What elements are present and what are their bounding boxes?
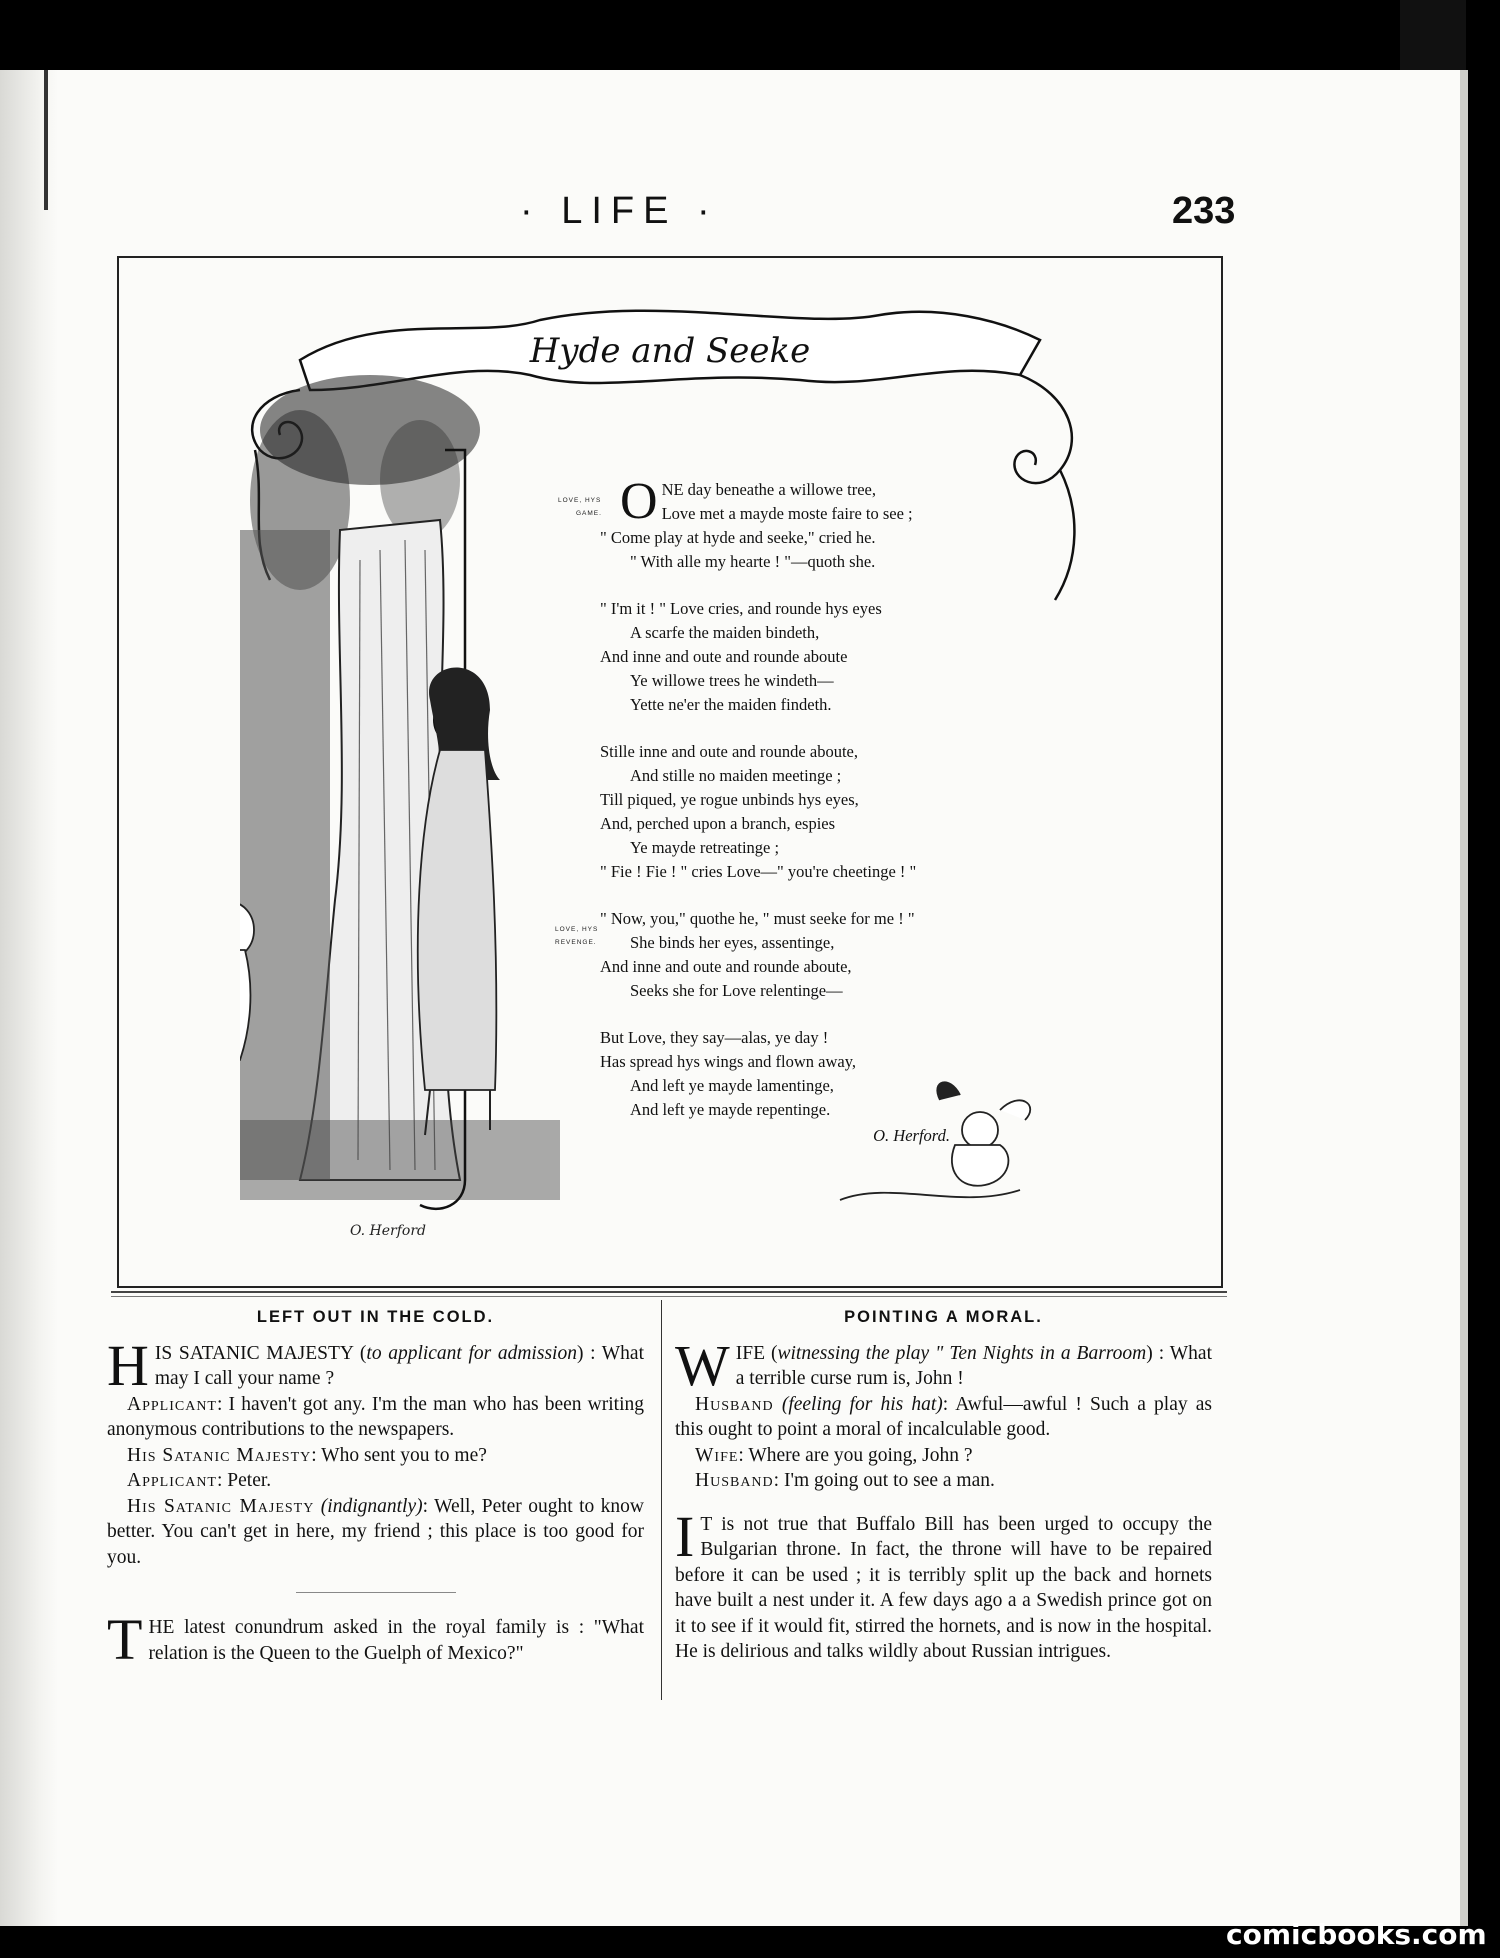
section-rule-thin — [111, 1296, 1227, 1297]
heading-left-out-in-the-cold: LEFT OUT IN THE COLD. — [256, 1308, 495, 1326]
sidenote-love-hys-revenge: LOVE, HYS REVENGE. — [555, 926, 599, 946]
stanza-4: " Now, you," quothe he, " must seeke for me ! " She binds her eyes, assentinge, And inne and oute and rounde aboute, Seeks she for Love relentinge— — [600, 909, 915, 1000]
sidenote-love-hys-game: LOVE, HYS GAME. — [558, 497, 602, 517]
running-title: · LIFE · — [520, 190, 719, 232]
poem-signature: O. Herford. — [873, 1126, 950, 1145]
poem-text — [600, 473, 1080, 1148]
drop-cap-h: H — [107, 1332, 149, 1398]
stanza-1: O NE day beneathe a willowe tree, Love met a mayde moste faire to see ; " Come play at hyde and seeke," cried he. " With alle my hearte ! "—quoth she. — [600, 473, 913, 571]
paragraph-satanic-majesty: HIS SATANIC MAJESTY (to applicant for admission) : What may I call your name ? — [107, 1332, 644, 1398]
stanza-2: " I'm it ! " Love cries, and rounde hys eyes A scarfe the maiden bindeth, And inne and oute and rounde aboute Ye willowe trees he windeth— Yette ne'er the maiden findeth. — [600, 599, 882, 714]
page-spine-shadow — [0, 70, 58, 1926]
heading-pointing-a-moral: POINTING A MORAL. — [844, 1308, 1043, 1326]
drop-cap-i: I — [675, 1503, 695, 1569]
paragraph-majesty-2: His Satanic Majesty: Who sent you to me? — [127, 1444, 487, 1466]
drop-cap-t: T — [107, 1607, 143, 1672]
column-divider — [661, 1300, 662, 1700]
binding-mark — [44, 70, 48, 210]
paragraph-buffalo-bill: I T is not true that Buffalo Bill has been urged to occupy the Bulgarian throne. In fact, the throne will have to be repaired before it can be used ; it is terribly split up the back and hornets have built a nest under it. A few days ago a a Swedish prince got on it to see if it would fit, stirred the hornets, and is now in the hospital. He is delirious and talks wildly about Russian intrigues. — [675, 1503, 1212, 1662]
paragraph-applicant-1: Applicant: I haven't got any. I'm the man who has been writing anonymous contributions to the newspapers. — [107, 1393, 644, 1440]
stanza-3: Stille inne and oute and rounde aboute, And stille no maiden meetinge ; Till piqued, ye rogue unbinds hys eyes, And, perched upon a branch, espies Ye mayde retreatinge ; " Fie ! Fie ! " cries Love—" you're cheetinge ! " — [600, 742, 917, 881]
paragraph-wife-1: WIFE (witnessing the play " Ten Nights in a Barroom) : What a terrible curse rum is, John ! — [675, 1332, 1212, 1398]
right-column — [675, 1305, 1212, 1665]
stanza-5: But Love, they say—alas, ye day ! Has spread hys wings and flown away, And left ye mayde lamentinge, And left ye mayde repentinge. — [600, 1028, 856, 1119]
watermark-comicbooks: comicbooks.com — [1226, 1918, 1487, 1951]
paragraph-husband-1: Husband (feeling for his hat): Awful—awful ! Such a play as this ought to point a moral of incalculable good. — [675, 1393, 1213, 1440]
paragraph-gap — [675, 1494, 1212, 1512]
page-number: 233 — [1172, 190, 1236, 232]
section-rule — [111, 1291, 1227, 1293]
paragraph-majesty-3: His Satanic Majesty (indignantly): Well, Peter ought to know better. You can't get in here, my friend ; this place is too good for you. — [107, 1495, 645, 1568]
left-column — [107, 1305, 645, 1672]
separator-rule — [296, 1592, 456, 1593]
paragraph-wife-2: Wife: Where are you going, John ? — [695, 1444, 973, 1466]
drop-cap-w: W — [675, 1332, 730, 1398]
paragraph-husband-2: Husband: I'm going out to see a man. — [695, 1470, 995, 1491]
paragraph-applicant-2: Applicant: Peter. — [127, 1470, 272, 1491]
drop-cap-o: O — [620, 473, 658, 530]
banner-title: Hyde and Seeke — [529, 331, 811, 371]
paragraph-conundrum: THE latest conundrum asked in the royal family is : "What relation is the Queen to the Guelph of Mexico?" — [107, 1607, 644, 1672]
artist-signature: O. Herford — [350, 1223, 427, 1239]
